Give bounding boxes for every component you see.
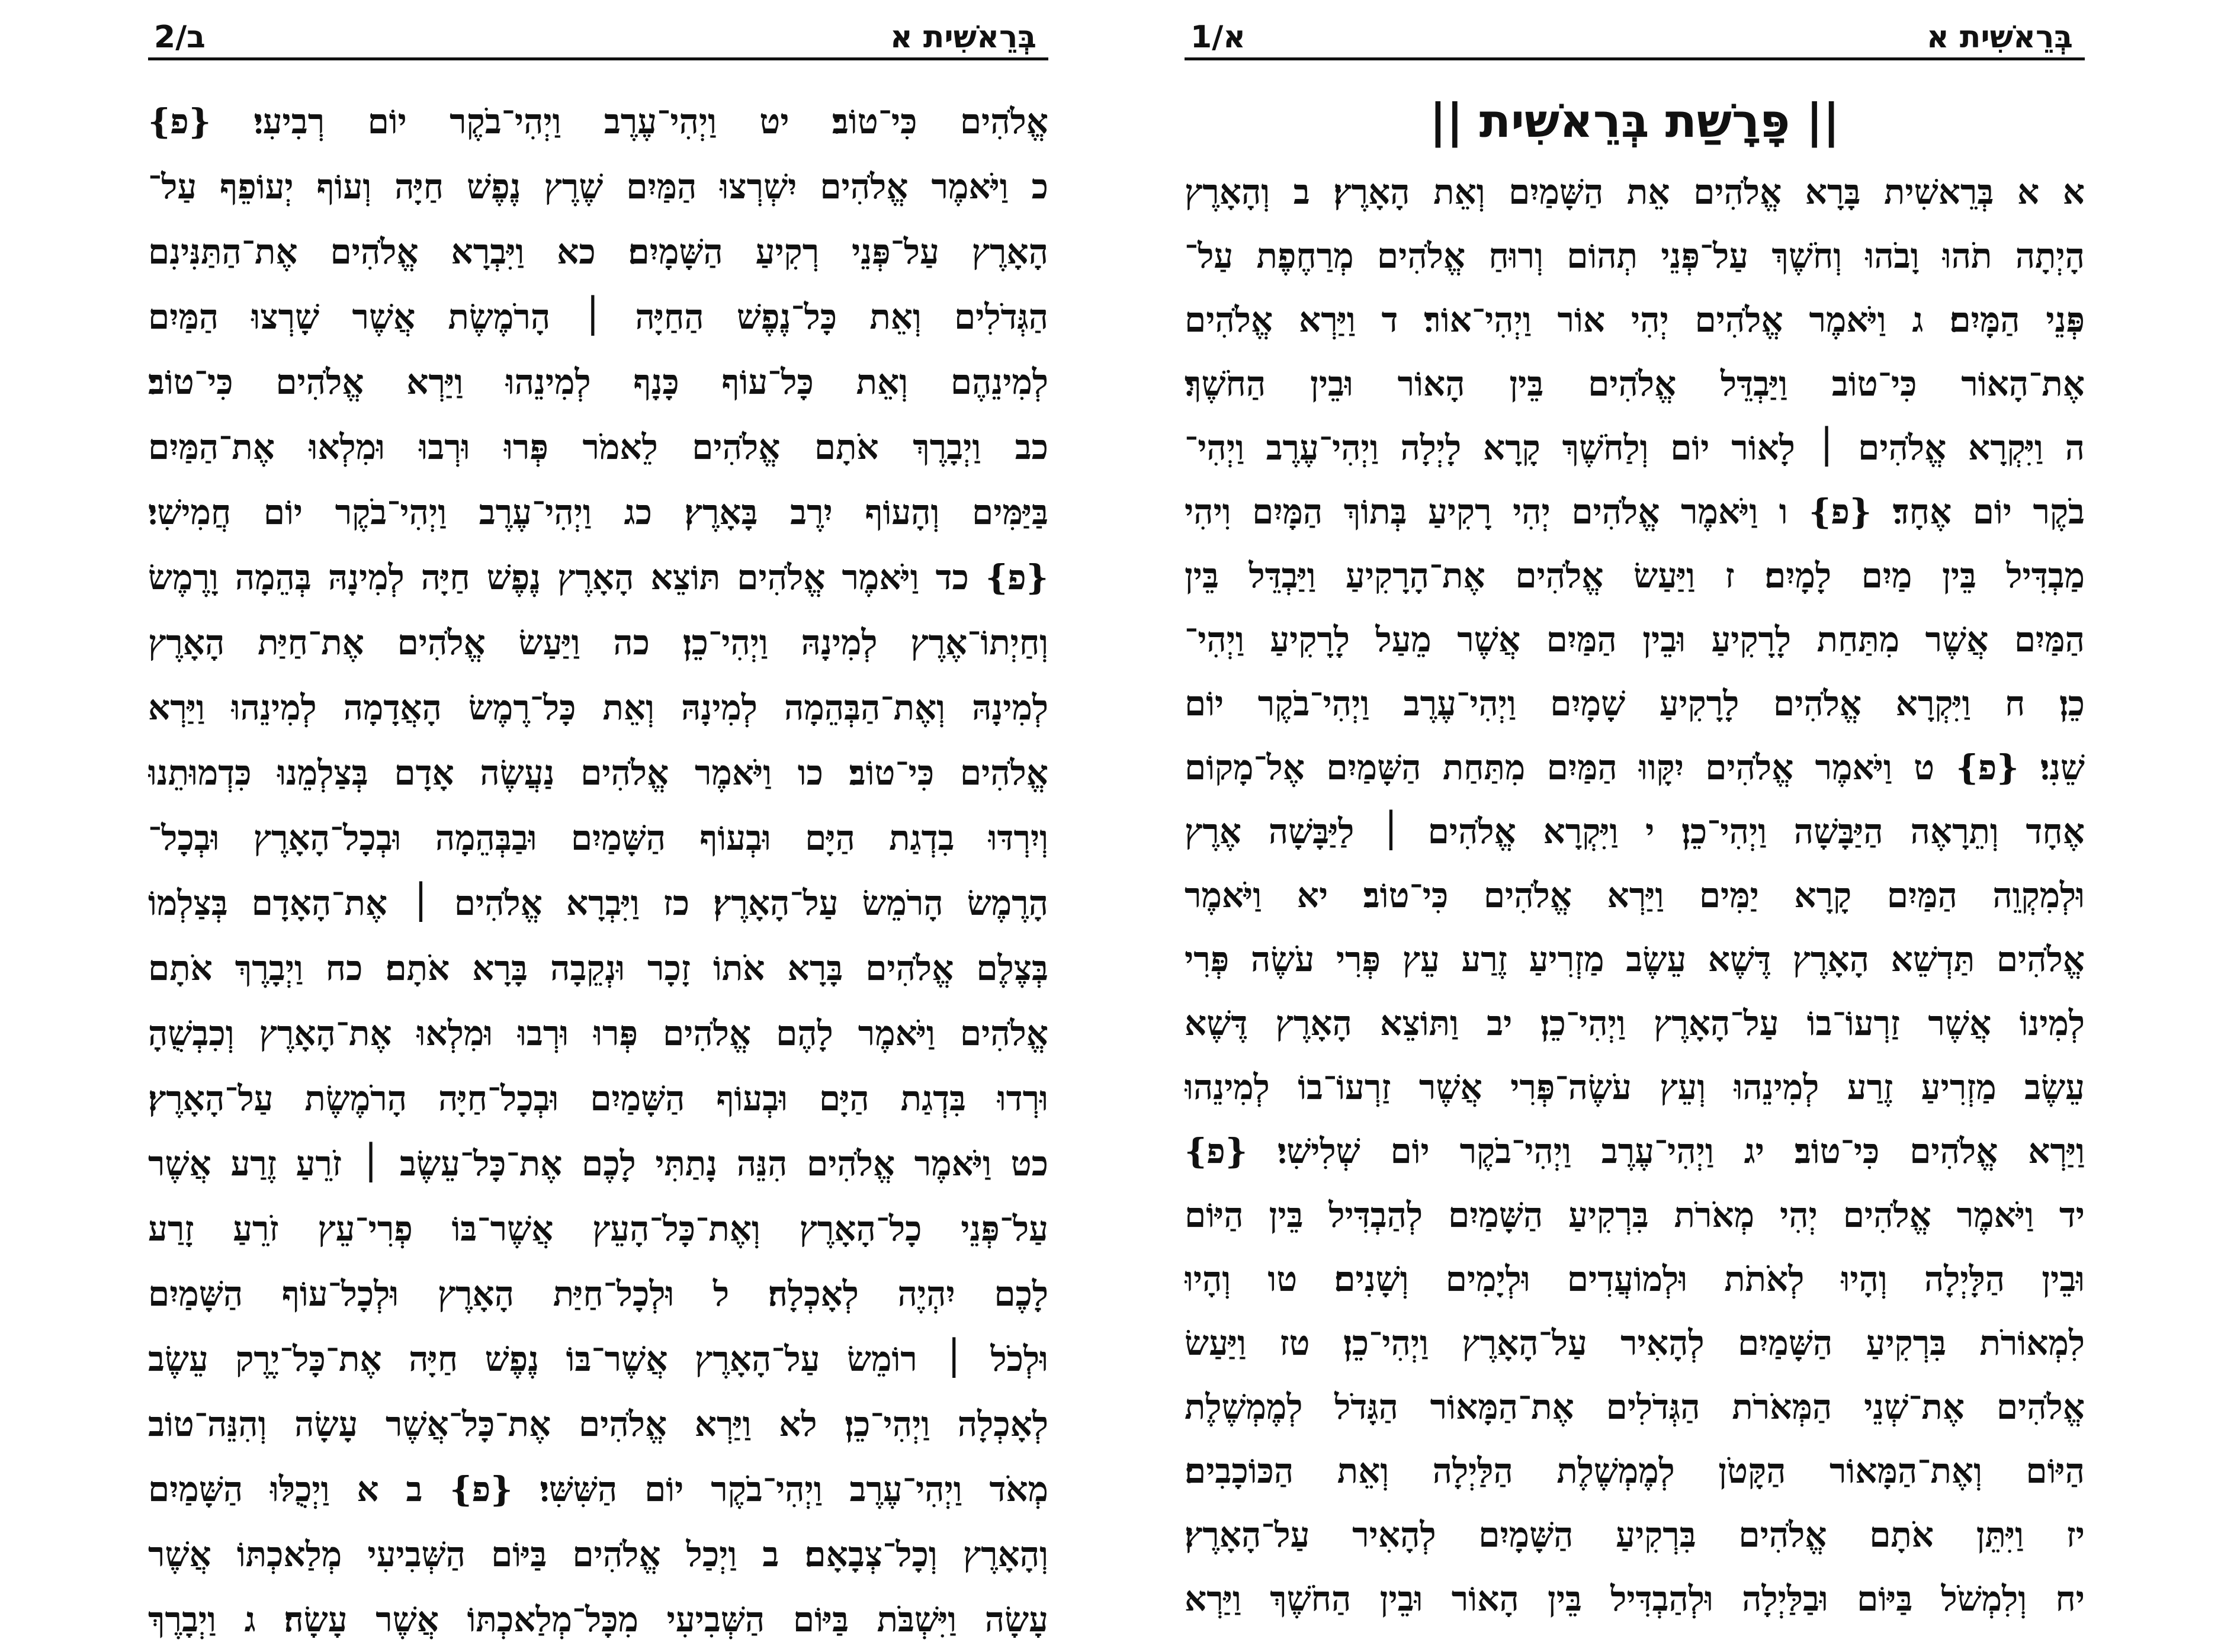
text-line: בַּיַּמִּים וְהָעוֹף יִרֶב בָּאָרֶץ׃ כג וַיְהִי־עֶרֶב וַיְהִי־בֹקֶר יוֹם חֲמִישִׁי׃ <box>148 492 1048 532</box>
text-line: אֶת־הָאוֹר כִּי־טוֹב וַיַּבְדֵּל אֱלֹהִים בֵּין הָאוֹר וּבֵין הַחֹשֶׁךְ׃ <box>1185 364 2085 404</box>
text-line: אֶחָד וְתֵרָאֶה הַיַּבָּשָׁה וַיְהִי־כֵן׃ י וַיִּקְרָא אֱלֹהִים ׀ לַיַּבָּשָׁה אֶרֶץ <box>1185 811 2085 851</box>
text-line: וּבֵין הַלָּיְלָה וְהָיוּ לְאֹתֹת וּלְמוֹעֲדִים וּלְיָמִים וְשָׁנִים׃ טו וְהָיוּ <box>1185 1259 2085 1299</box>
text-line: הָאָרֶץ עַל־פְּנֵי רְקִיעַ הַשָּׁמָיִם׃ כא וַיִּבְרָא אֱלֹהִים אֶת־הַתַּנִּינִם <box>148 232 1048 272</box>
text-line: ה וַיִּקְרָא אֱלֹהִים ׀ לָאוֹר יוֹם וְלַחֹשֶׁךְ קָרָא לָיְלָה וַיְהִי־עֶרֶב וַיְהִי־ <box>1185 428 2085 468</box>
text-line: אֱלֹהִים כִּי־טוֹב׃ כו וַיֹּאמֶר אֱלֹהִים נַעֲשֶׂה אָדָם בְּצַלְמֵנוּ כִּדְמוּתֵנוּ <box>148 753 1048 793</box>
text-line: הַמַּיִם אֲשֶׁר מִתַּחַת לָרָקִיעַ וּבֵין הַמַּיִם אֲשֶׁר מֵעַל לָרָקִיעַ וַיְהִי־ <box>1185 619 2085 660</box>
text-line: מְאֹד וַיְהִי־עֶרֶב וַיְהִי־בֹקֶר יוֹם הַשִּׁשִּׁי׃ {פ} ב א וַיְכֻלּוּ הַשָּׁמַיִם <box>148 1469 1048 1509</box>
left-page <box>148 0 1048 1640</box>
text-line: וְהָאָרֶץ וְכָל־צְבָאָם׃ ב וַיְכַל אֱלֹהִים בַּיּוֹם הַשְּׁבִיעִי מְלַאכְתּוֹ אֲשֶׁר <box>148 1534 1048 1574</box>
running-title: בְּרֵאשִׁית א <box>1926 20 2073 55</box>
text-block <box>1185 160 2085 1631</box>
parasha-heading: || פָּרָשַׁת בְּרֵאשִׁית || <box>1429 95 1840 148</box>
text-line: מַבְדִּיל בֵּין מַיִם לָמָיִם׃ ז וַיַּעַשׂ אֱלֹהִים אֶת־הָרָקִיעַ וַיַּבְדֵּל בֵּין <box>1185 555 2085 596</box>
text-line: לְמִינֵהֶם וְאֵת כָּל־עוֹף כָּנָף לְמִינֵהוּ וַיַּרְא אֱלֹהִים כִּי־טוֹב׃ <box>148 362 1048 402</box>
text-line: {פ} כד וַיֹּאמֶר אֱלֹהִים תּוֹצֵא הָאָרֶץ נֶפֶשׁ חַיָּה לְמִינָהּ בְּהֵמָה וָרֶמֶשׂ <box>148 557 1048 597</box>
text-line: לְמִינוֹ אֲשֶׁר זַרְעוֹ־בוֹ עַל־הָאָרֶץ וַיְהִי־כֵן׃ יב וַתּוֹצֵא הָאָרֶץ דֶּשֶׁא <box>1185 1003 2085 1043</box>
text-line: לְאָכְלָה וַיְהִי־כֵן׃ לא וַיַּרְא אֱלֹהִים אֶת־כָּל־אֲשֶׁר עָשָׂה וְהִנֵּה־טוֹב <box>148 1404 1048 1444</box>
text-line: וְחַיְתוֹ־אֶרֶץ לְמִינָהּ וַיְהִי־כֵן׃ כה וַיַּעַשׂ אֱלֹהִים אֶת־חַיַּת הָאָרֶץ <box>148 622 1048 663</box>
text-line: לִמְאוֹרֹת בִּרְקִיעַ הַשָּׁמַיִם לְהָאִיר עַל־הָאָרֶץ וַיְהִי־כֵן׃ טז וַיַּעַשׂ <box>1185 1323 2085 1363</box>
text-line: פְּנֵי הַמָּיִם׃ ג וַיֹּאמֶר אֱלֹהִים יְהִי אוֹר וַיְהִי־אוֹר׃ ד וַיַּרְא אֱלֹהִים <box>1185 300 2085 340</box>
page-folio: א/1 <box>1190 20 1246 55</box>
right-page <box>1185 0 2085 1619</box>
text-block <box>148 89 1048 1652</box>
text-line: הָיְתָה תֹהוּ וָבֹהוּ וְחֹשֶׁךְ עַל־פְּנֵי תְהוֹם וְרוּחַ אֱלֹהִים מְרַחֶפֶת עַל־ <box>1185 236 2085 276</box>
page-folio: ב/2 <box>154 20 206 55</box>
text-line: לָכֶם יִהְיֶה לְאָכְלָה׃ ל וּלְכָל־חַיַּת הָאָרֶץ וּלְכָל־עוֹף הַשָּׁמַיִם <box>148 1274 1048 1314</box>
text-line: אֱלֹהִים תַּדְשֵׁא הָאָרֶץ דֶּשֶׁא עֵשֶׂב מַזְרִיעַ זֶרַע עֵץ פְּרִי עֹשֶׂה פְּרִי <box>1185 939 2085 979</box>
text-line: הַיּוֹם וְאֶת־הַמָּאוֹר הַקָּטֹן לְמֶמְשֶׁלֶת הַלַּיְלָה וְאֵת הַכּוֹכָבִים׃ <box>1185 1451 2085 1491</box>
text-line: עָשָׂה וַיִּשְׁבֹּת בַּיּוֹם הַשְּׁבִיעִי מִכָּל־מְלַאכְתּוֹ אֲשֶׁר עָשָׂה׃ ג וַיְבָרֶךְ <box>148 1599 1048 1640</box>
text-line: כט וַיֹּאמֶר אֱלֹהִים הִנֵּה נָתַתִּי לָכֶם אֶת־כָּל־עֵשֶׂב ׀ זֹרֵעַ זֶרַע אֲשֶׁר <box>148 1143 1048 1184</box>
text-line: יח וְלִמְשֹׁל בַּיּוֹם וּבַלַּיְלָה וּלְהַבְדִּיל בֵּין הָאוֹר וּבֵין הַחֹשֶׁךְ וַיַּרְא <box>1185 1579 2085 1619</box>
text-line: אֱלֹהִים כִּי־טוֹב׃ יט וַיְהִי־עֶרֶב וַיְהִי־בֹקֶר יוֹם רְבִיעִי׃ {פ} <box>148 101 1048 142</box>
text-line: עֵשֶׂב מַזְרִיעַ זֶרַע לְמִינֵהוּ וְעֵץ עֹשֶׂה־פְּרִי אֲשֶׁר זַרְעוֹ־בוֹ לְמִינֵהוּ <box>1185 1067 2085 1107</box>
text-line: בְּצֶלֶם אֱלֹהִים בָּרָא אֹתוֹ זָכָר וּנְקֵבָה בָּרָא אֹתָם׃ כח וַיְבָרֶךְ אֹתָם <box>148 948 1048 988</box>
text-line: כֵן׃ ח וַיִּקְרָא אֱלֹהִים לָרָקִיעַ שָׁמָיִם וַיְהִי־עֶרֶב וַיְהִי־בֹקֶר יוֹם <box>1185 683 2085 724</box>
text-line: א א בְּרֵאשִׁית בָּרָא אֱלֹהִים אֵת הַשָּׁמַיִם וְאֵת הָאָרֶץ׃ ב וְהָאָרֶץ <box>1185 172 2085 212</box>
text-line: וּרְדוּ בִּדְגַת הַיָּם וּבְעוֹף הַשָּׁמַיִם וּבְכָל־חַיָּה הָרֹמֶשֶׂת עַל־הָאָרֶץ׃ <box>148 1078 1048 1119</box>
text-line: כ וַיֹּאמֶר אֱלֹהִים יִשְׁרְצוּ הַמַּיִם שֶׁרֶץ נֶפֶשׁ חַיָּה וְעוֹף יְעוֹפֵף עַל־ <box>148 166 1048 207</box>
text-line: וּלְמִקְוֵה הַמַּיִם קָרָא יַמִּים וַיַּרְא אֱלֹהִים כִּי־טוֹב׃ יא וַיֹּאמֶר <box>1185 875 2085 915</box>
text-line: אֱלֹהִים אֶת־שְׁנֵי הַמְּאֹרֹת הַגְּדֹלִים אֶת־הַמָּאוֹר הַגָּדֹל לְמֶמְשֶׁלֶת <box>1185 1387 2085 1427</box>
text-line: בֹקֶר יוֹם אֶחָד׃ {פ} ו וַיֹּאמֶר אֱלֹהִים יְהִי רָקִיעַ בְּתוֹךְ הַמָּיִם וִיהִי <box>1185 491 2085 532</box>
running-head <box>1185 6 2085 60</box>
text-line: אֱלֹהִים וַיֹּאמֶר לָהֶם אֱלֹהִים פְּרוּ וּרְבוּ וּמִלְאוּ אֶת־הָאָרֶץ וְכִבְשֻׁהָ <box>148 1013 1048 1053</box>
text-line: וְיִרְדּוּ בִדְגַת הַיָּם וּבְעוֹף הַשָּׁמַיִם וּבַבְּהֵמָה וּבְכָל־הָאָרֶץ וּבְכָל־ <box>148 818 1048 858</box>
text-line: לְמִינָהּ וְאֶת־הַבְּהֵמָה לְמִינָהּ וְאֵת כָּל־רֶמֶשׂ הָאֲדָמָה לְמִינֵהוּ וַיַּרְא <box>148 687 1048 728</box>
text-line: וּלְכֹל ׀ רוֹמֵשׂ עַל־הָאָרֶץ אֲשֶׁר־בּוֹ נֶפֶשׁ חַיָּה אֶת־כָּל־יֶרֶק עֵשֶׂב <box>148 1339 1048 1379</box>
text-line: הָרֶמֶשׂ הָרֹמֵשׂ עַל־הָאָרֶץ׃ כז וַיִּבְרָא אֱלֹהִים ׀ אֶת־הָאָדָם בְּצַלְמוֹ <box>148 883 1048 923</box>
running-title: בְּרֵאשִׁית א <box>890 20 1036 55</box>
text-line: וַיַּרְא אֱלֹהִים כִּי־טוֹב׃ יג וַיְהִי־עֶרֶב וַיְהִי־בֹקֶר יוֹם שְׁלִישִׁי׃ {פ} <box>1185 1131 2085 1171</box>
text-line: עַל־פְּנֵי כָל־הָאָרֶץ וְאֶת־כָּל־הָעֵץ אֲשֶׁר־בּוֹ פְרִי־עֵץ זֹרֵעַ זָרַע <box>148 1209 1048 1249</box>
text-line: יד וַיֹּאמֶר אֱלֹהִים יְהִי מְאֹרֹת בִּרְקִיעַ הַשָּׁמַיִם לְהַבְדִּיל בֵּין הַיּוֹם <box>1185 1195 2085 1235</box>
running-head <box>148 6 1048 60</box>
text-line: הַגְּדֹלִים וְאֵת כָּל־נֶפֶשׁ הַחַיָּה ׀ הָרֹמֶשֶׂת אֲשֶׁר שָׁרְצוּ הַמַּיִם <box>148 297 1048 337</box>
text-line: יז וַיִּתֵּן אֹתָם אֱלֹהִים בִּרְקִיעַ הַשָּׁמָיִם לְהָאִיר עַל־הָאָרֶץ׃ <box>1185 1515 2085 1555</box>
text-line: שֵׁנִי׃ {פ} ט וַיֹּאמֶר אֱלֹהִים יִקָּווּ הַמַּיִם מִתַּחַת הַשָּׁמַיִם אֶל־מָקוֹם <box>1185 747 2085 788</box>
text-line: כב וַיְבָרֶךְ אֹתָם אֱלֹהִים לֵאמֹר פְּרוּ וּרְבוּ וּמִלְאוּ אֶת־הַמַּיִם <box>148 427 1048 467</box>
